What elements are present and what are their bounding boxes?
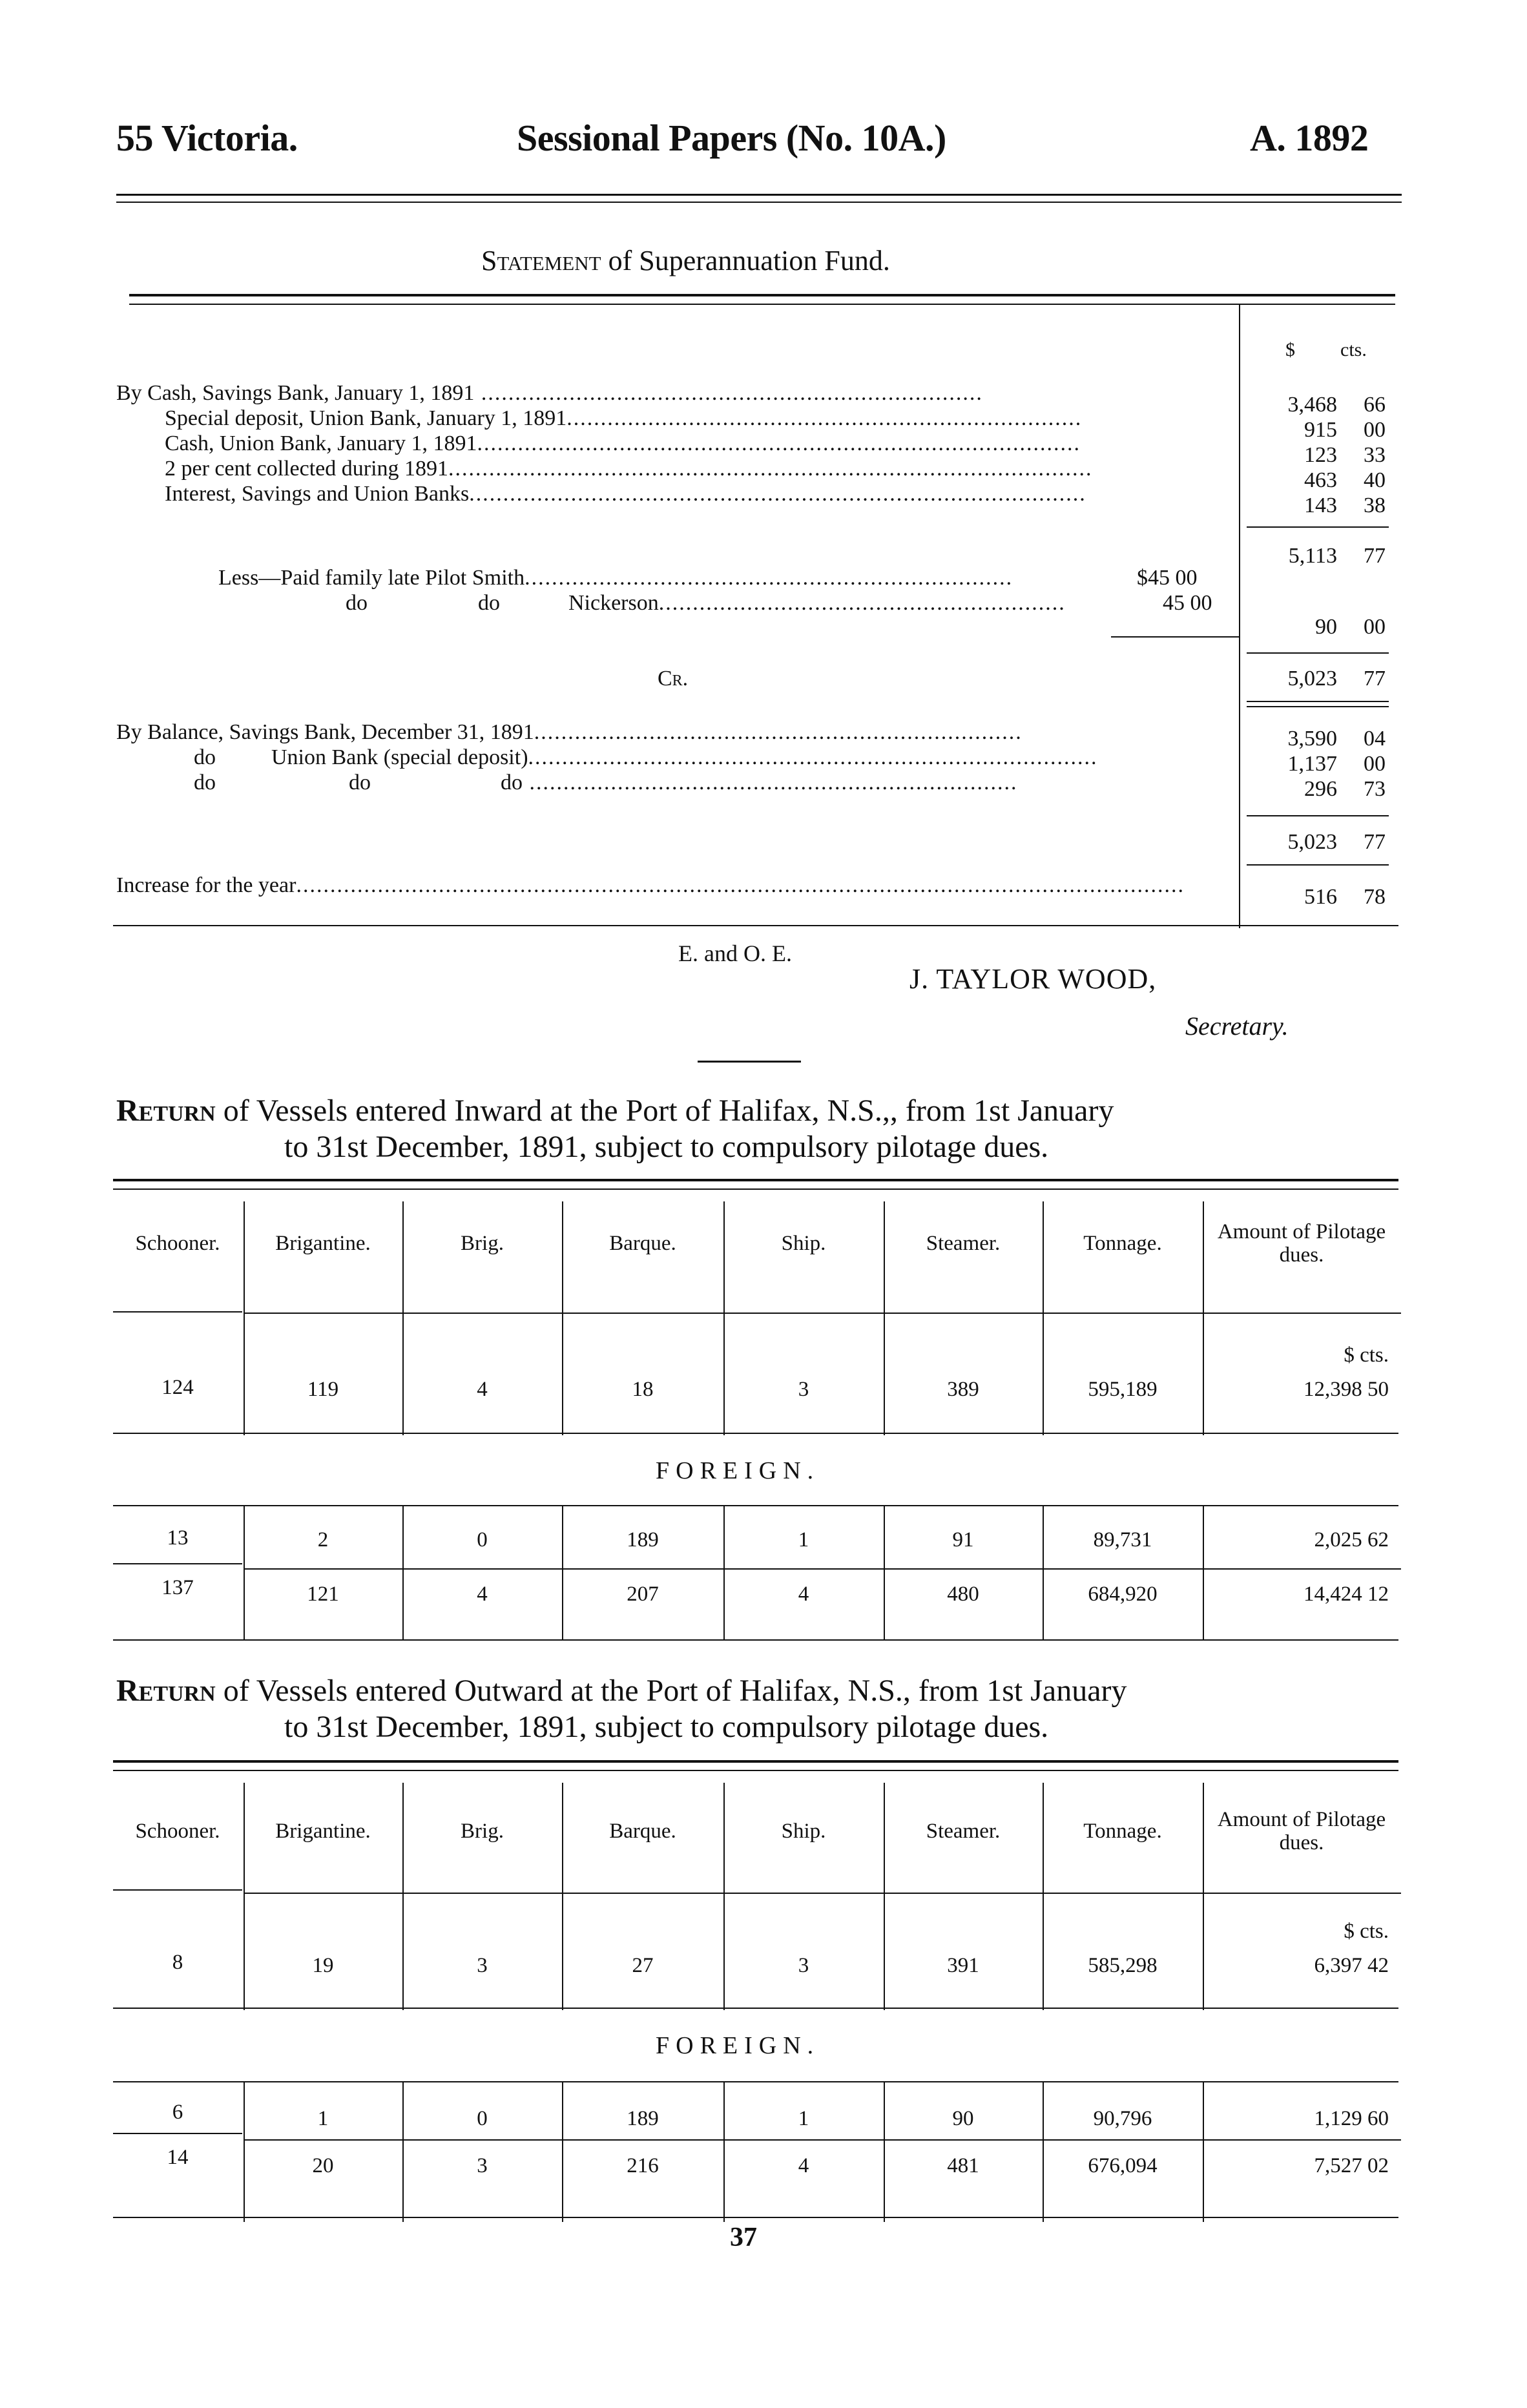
receipt-dollars: 123 bbox=[1304, 443, 1337, 467]
balance-dollars: 1,137 bbox=[1287, 752, 1337, 776]
statement-title bbox=[481, 244, 890, 277]
header-left: 55 Victoria. bbox=[116, 117, 298, 159]
balance-do: do bbox=[194, 745, 216, 769]
inward-foreign-label: FOREIGN. bbox=[656, 1457, 820, 1484]
outward-total-cell: 4 bbox=[798, 2154, 809, 2177]
balance-dollars: 3,590 bbox=[1287, 727, 1337, 751]
outward-title-text: of Vessels entered Outward at the Port of Halifax, N.S., from 1st January bbox=[223, 1674, 1127, 1708]
balance-label: By Balance, Savings Bank, December 31, 1891 bbox=[116, 720, 534, 744]
outward-total-cell: 3 bbox=[477, 2154, 488, 2177]
less-amount: 45 00 bbox=[1163, 591, 1212, 615]
header-rule-2 bbox=[116, 202, 1402, 203]
statement-rule-top bbox=[129, 294, 1395, 296]
inward-cell: 18 bbox=[632, 1378, 654, 1401]
less-do-a: do bbox=[346, 591, 368, 615]
receipt-cents: 66 bbox=[1364, 393, 1386, 417]
balance-total-cents: 77 bbox=[1364, 830, 1386, 854]
increase-label: Increase for the year bbox=[116, 873, 296, 897]
balance-cents: 00 bbox=[1364, 752, 1386, 776]
column-header: Brig. bbox=[461, 1820, 504, 1843]
inward-title-caps: Return bbox=[116, 1094, 216, 1128]
outward-total-cell: 7,527 02 bbox=[1314, 2154, 1389, 2177]
balance-label: Union Bank (special deposit) bbox=[271, 745, 528, 769]
net-cents: 77 bbox=[1364, 667, 1386, 690]
receipt-dollars: 143 bbox=[1304, 493, 1337, 517]
column-header: Schooner. bbox=[135, 1820, 220, 1843]
inward-foreign-cell: 0 bbox=[477, 1528, 488, 1552]
column-header: Tonnage. bbox=[1083, 1232, 1162, 1255]
less-label-c: Nickerson bbox=[568, 591, 659, 615]
increase-rule bbox=[1247, 864, 1389, 866]
receipt-cents: 40 bbox=[1364, 468, 1386, 492]
outward-total-cell: 481 bbox=[947, 2154, 979, 2177]
receipt-dollars: 915 bbox=[1304, 418, 1337, 442]
net-rule-bottom-2 bbox=[1247, 706, 1389, 707]
currency-cts: cts. bbox=[1340, 339, 1367, 360]
receipt-label: Interest, Savings and Union Banks bbox=[165, 482, 470, 506]
balance-row bbox=[194, 771, 216, 795]
receipt-label: Special deposit, Union Bank, January 1, 1891 bbox=[165, 406, 567, 430]
statement-rule-top2 bbox=[129, 304, 1395, 305]
inward-cell: 595,189 bbox=[1088, 1378, 1158, 1401]
inward-foreign-cell: 189 bbox=[627, 1528, 659, 1552]
balance-row bbox=[194, 745, 216, 770]
column-header: Steamer. bbox=[926, 1820, 1001, 1843]
balance-total-rule bbox=[1247, 815, 1389, 816]
column-header: Barque. bbox=[609, 1232, 676, 1255]
balance-cents: 04 bbox=[1364, 727, 1386, 751]
currency-dollar: $ bbox=[1285, 339, 1295, 360]
column-header: Barque. bbox=[609, 1820, 676, 1843]
receipt-label: 2 per cent collected during 1891 bbox=[165, 457, 449, 481]
outward-title-line1 bbox=[116, 1673, 1408, 1709]
outward-foreign-cell: 1,129 60 bbox=[1314, 2107, 1389, 2130]
outward-foreign-cell: 90 bbox=[952, 2107, 974, 2130]
increase-dollars: 516 bbox=[1304, 885, 1337, 909]
column-header: Ship. bbox=[781, 1232, 826, 1255]
balance-do: do bbox=[501, 771, 523, 794]
less-label: Less—Paid family late Pilot Smith bbox=[218, 566, 525, 590]
outward-cell: 3 bbox=[477, 1954, 488, 1977]
column-header: Steamer. bbox=[926, 1232, 1001, 1255]
inward-total-cell: 480 bbox=[947, 1583, 979, 1606]
net-dollars: 5,023 bbox=[1287, 667, 1337, 690]
outward-cell: 391 bbox=[947, 1954, 979, 1977]
less-total-dollars: 90 bbox=[1315, 615, 1337, 639]
outward-cell: 19 bbox=[312, 1954, 334, 1977]
outward-total-cell: 20 bbox=[312, 2154, 334, 2177]
inward-cell: 12,398 50 bbox=[1304, 1378, 1389, 1401]
inward-cell: 124 bbox=[161, 1376, 194, 1399]
increase-cents: 78 bbox=[1364, 885, 1386, 909]
outward-foreign-label: FOREIGN. bbox=[656, 2032, 820, 2059]
net-rule-bottom-1 bbox=[1247, 701, 1389, 702]
net-rule-top bbox=[1247, 652, 1389, 654]
subtotal-rule bbox=[1247, 526, 1389, 528]
inward-foreign-cell: 91 bbox=[952, 1528, 974, 1552]
outward-title-caps: Return bbox=[116, 1674, 216, 1708]
outward-foreign-cell: 90,796 bbox=[1093, 2107, 1152, 2130]
balance-do: do bbox=[349, 771, 371, 794]
inward-total-cell: 684,920 bbox=[1088, 1583, 1158, 1606]
inward-title-line1 bbox=[116, 1093, 1408, 1129]
receipt-cents: 33 bbox=[1364, 443, 1386, 467]
column-header: Amount of Pilotage dues. bbox=[1217, 1808, 1386, 1854]
column-header: Schooner. bbox=[135, 1232, 220, 1255]
inward-currency: $ cts. bbox=[1344, 1344, 1389, 1367]
statement-title-rest: of Superannuation Fund. bbox=[608, 245, 890, 276]
outward-foreign-cell: 189 bbox=[627, 2107, 659, 2130]
inward-total-cell: 137 bbox=[161, 1576, 194, 1599]
less-total-cents: 00 bbox=[1364, 615, 1386, 639]
inward-total-cell: 207 bbox=[627, 1583, 659, 1606]
cr-label: Cr. bbox=[658, 667, 689, 690]
less-rule bbox=[1111, 636, 1239, 638]
outward-cell: 3 bbox=[798, 1954, 809, 1977]
page-number: 37 bbox=[730, 2223, 757, 2252]
inward-total-cell: 4 bbox=[477, 1583, 488, 1606]
header-right: A. 1892 bbox=[1250, 117, 1369, 159]
outward-rule-top bbox=[113, 1760, 1398, 1763]
section-divider bbox=[698, 1061, 801, 1063]
inward-cell: 389 bbox=[947, 1378, 979, 1401]
receipt-dollars: 3,468 bbox=[1287, 393, 1337, 417]
header-center: Sessional Papers (No. 10A.) bbox=[517, 117, 946, 159]
balance-total-dollars: 5,023 bbox=[1287, 830, 1337, 854]
less-row-b bbox=[478, 591, 500, 616]
inward-rule-top bbox=[113, 1179, 1398, 1181]
inward-total-cell: 121 bbox=[307, 1583, 339, 1606]
outward-title-line2: to 31st December, 1891, subject to compulsory pilotage dues. bbox=[284, 1710, 1049, 1744]
eoe-note: E. and O. E. bbox=[678, 940, 792, 966]
inward-foreign-cell: 13 bbox=[167, 1526, 189, 1550]
column-header: Brig. bbox=[461, 1232, 504, 1255]
balance-do: do bbox=[194, 771, 216, 794]
outward-cell: 27 bbox=[632, 1954, 654, 1977]
outward-total-cell: 216 bbox=[627, 2154, 659, 2177]
inward-foreign-cell: 1 bbox=[798, 1528, 809, 1552]
balance-cents: 73 bbox=[1364, 777, 1386, 801]
outward-cell: 585,298 bbox=[1088, 1954, 1158, 1977]
outward-rule-top2 bbox=[113, 1770, 1398, 1771]
outward-foreign-cell: 1 bbox=[798, 2107, 809, 2130]
statement-title-caps: Statement bbox=[481, 245, 601, 276]
inward-rule-top2 bbox=[113, 1188, 1398, 1190]
column-header: Brigantine. bbox=[275, 1820, 371, 1843]
inward-title-line2: to 31st December, 1891, subject to compulsory pilotage dues. bbox=[284, 1130, 1049, 1164]
inward-foreign-cell: 2,025 62 bbox=[1314, 1528, 1389, 1552]
signature-title: Secretary. bbox=[1185, 1012, 1289, 1041]
column-header: Ship. bbox=[781, 1820, 826, 1843]
inward-cell: 4 bbox=[477, 1378, 488, 1401]
receipt-cents: 00 bbox=[1364, 418, 1386, 442]
outward-currency: $ cts. bbox=[1344, 1920, 1389, 1943]
receipt-dollars: 463 bbox=[1304, 468, 1337, 492]
column-header: Tonnage. bbox=[1083, 1820, 1162, 1843]
header-rule-1 bbox=[116, 194, 1402, 196]
less-do-b: do bbox=[478, 591, 500, 615]
inward-cell: 119 bbox=[307, 1378, 339, 1401]
inward-total-cell: 14,424 12 bbox=[1304, 1583, 1389, 1606]
receipt-label: Cash, Union Bank, January 1, 1891 bbox=[165, 431, 477, 455]
balance-dollars: 296 bbox=[1304, 777, 1337, 801]
outward-foreign-cell: 0 bbox=[477, 2107, 488, 2130]
inward-foreign-cell: 89,731 bbox=[1093, 1528, 1152, 1552]
outward-cell: 8 bbox=[172, 1951, 183, 1974]
signature-name: J. TAYLOR WOOD, bbox=[909, 963, 1157, 995]
outward-cell: 6,397 42 bbox=[1314, 1954, 1389, 1977]
outward-total-cell: 676,094 bbox=[1088, 2154, 1158, 2177]
outward-total-cell: 14 bbox=[167, 2146, 189, 2169]
balance-row-b bbox=[349, 771, 371, 795]
inward-cell: 3 bbox=[798, 1378, 809, 1401]
inward-foreign-cell: 2 bbox=[317, 1528, 329, 1552]
inward-title-text: of Vessels entered Inward at the Port of Halifax, N.S.,, from 1st January bbox=[223, 1094, 1114, 1128]
less-amount: $45 00 bbox=[1137, 566, 1198, 590]
outward-foreign-cell: 6 bbox=[172, 2101, 183, 2124]
receipt-cents: 38 bbox=[1364, 493, 1386, 517]
statement-rule-bottom bbox=[113, 925, 1398, 926]
subtotal-dollars: 5,113 bbox=[1288, 544, 1337, 568]
outward-foreign-cell: 1 bbox=[317, 2107, 329, 2130]
column-header: Amount of Pilotage dues. bbox=[1217, 1220, 1386, 1267]
column-header: Brigantine. bbox=[275, 1232, 371, 1255]
inward-total-cell: 4 bbox=[798, 1583, 809, 1606]
less-row bbox=[346, 591, 368, 616]
subtotal-cents: 77 bbox=[1364, 544, 1386, 568]
receipt-label: By Cash, Savings Bank, January 1, 1891 bbox=[116, 381, 475, 405]
